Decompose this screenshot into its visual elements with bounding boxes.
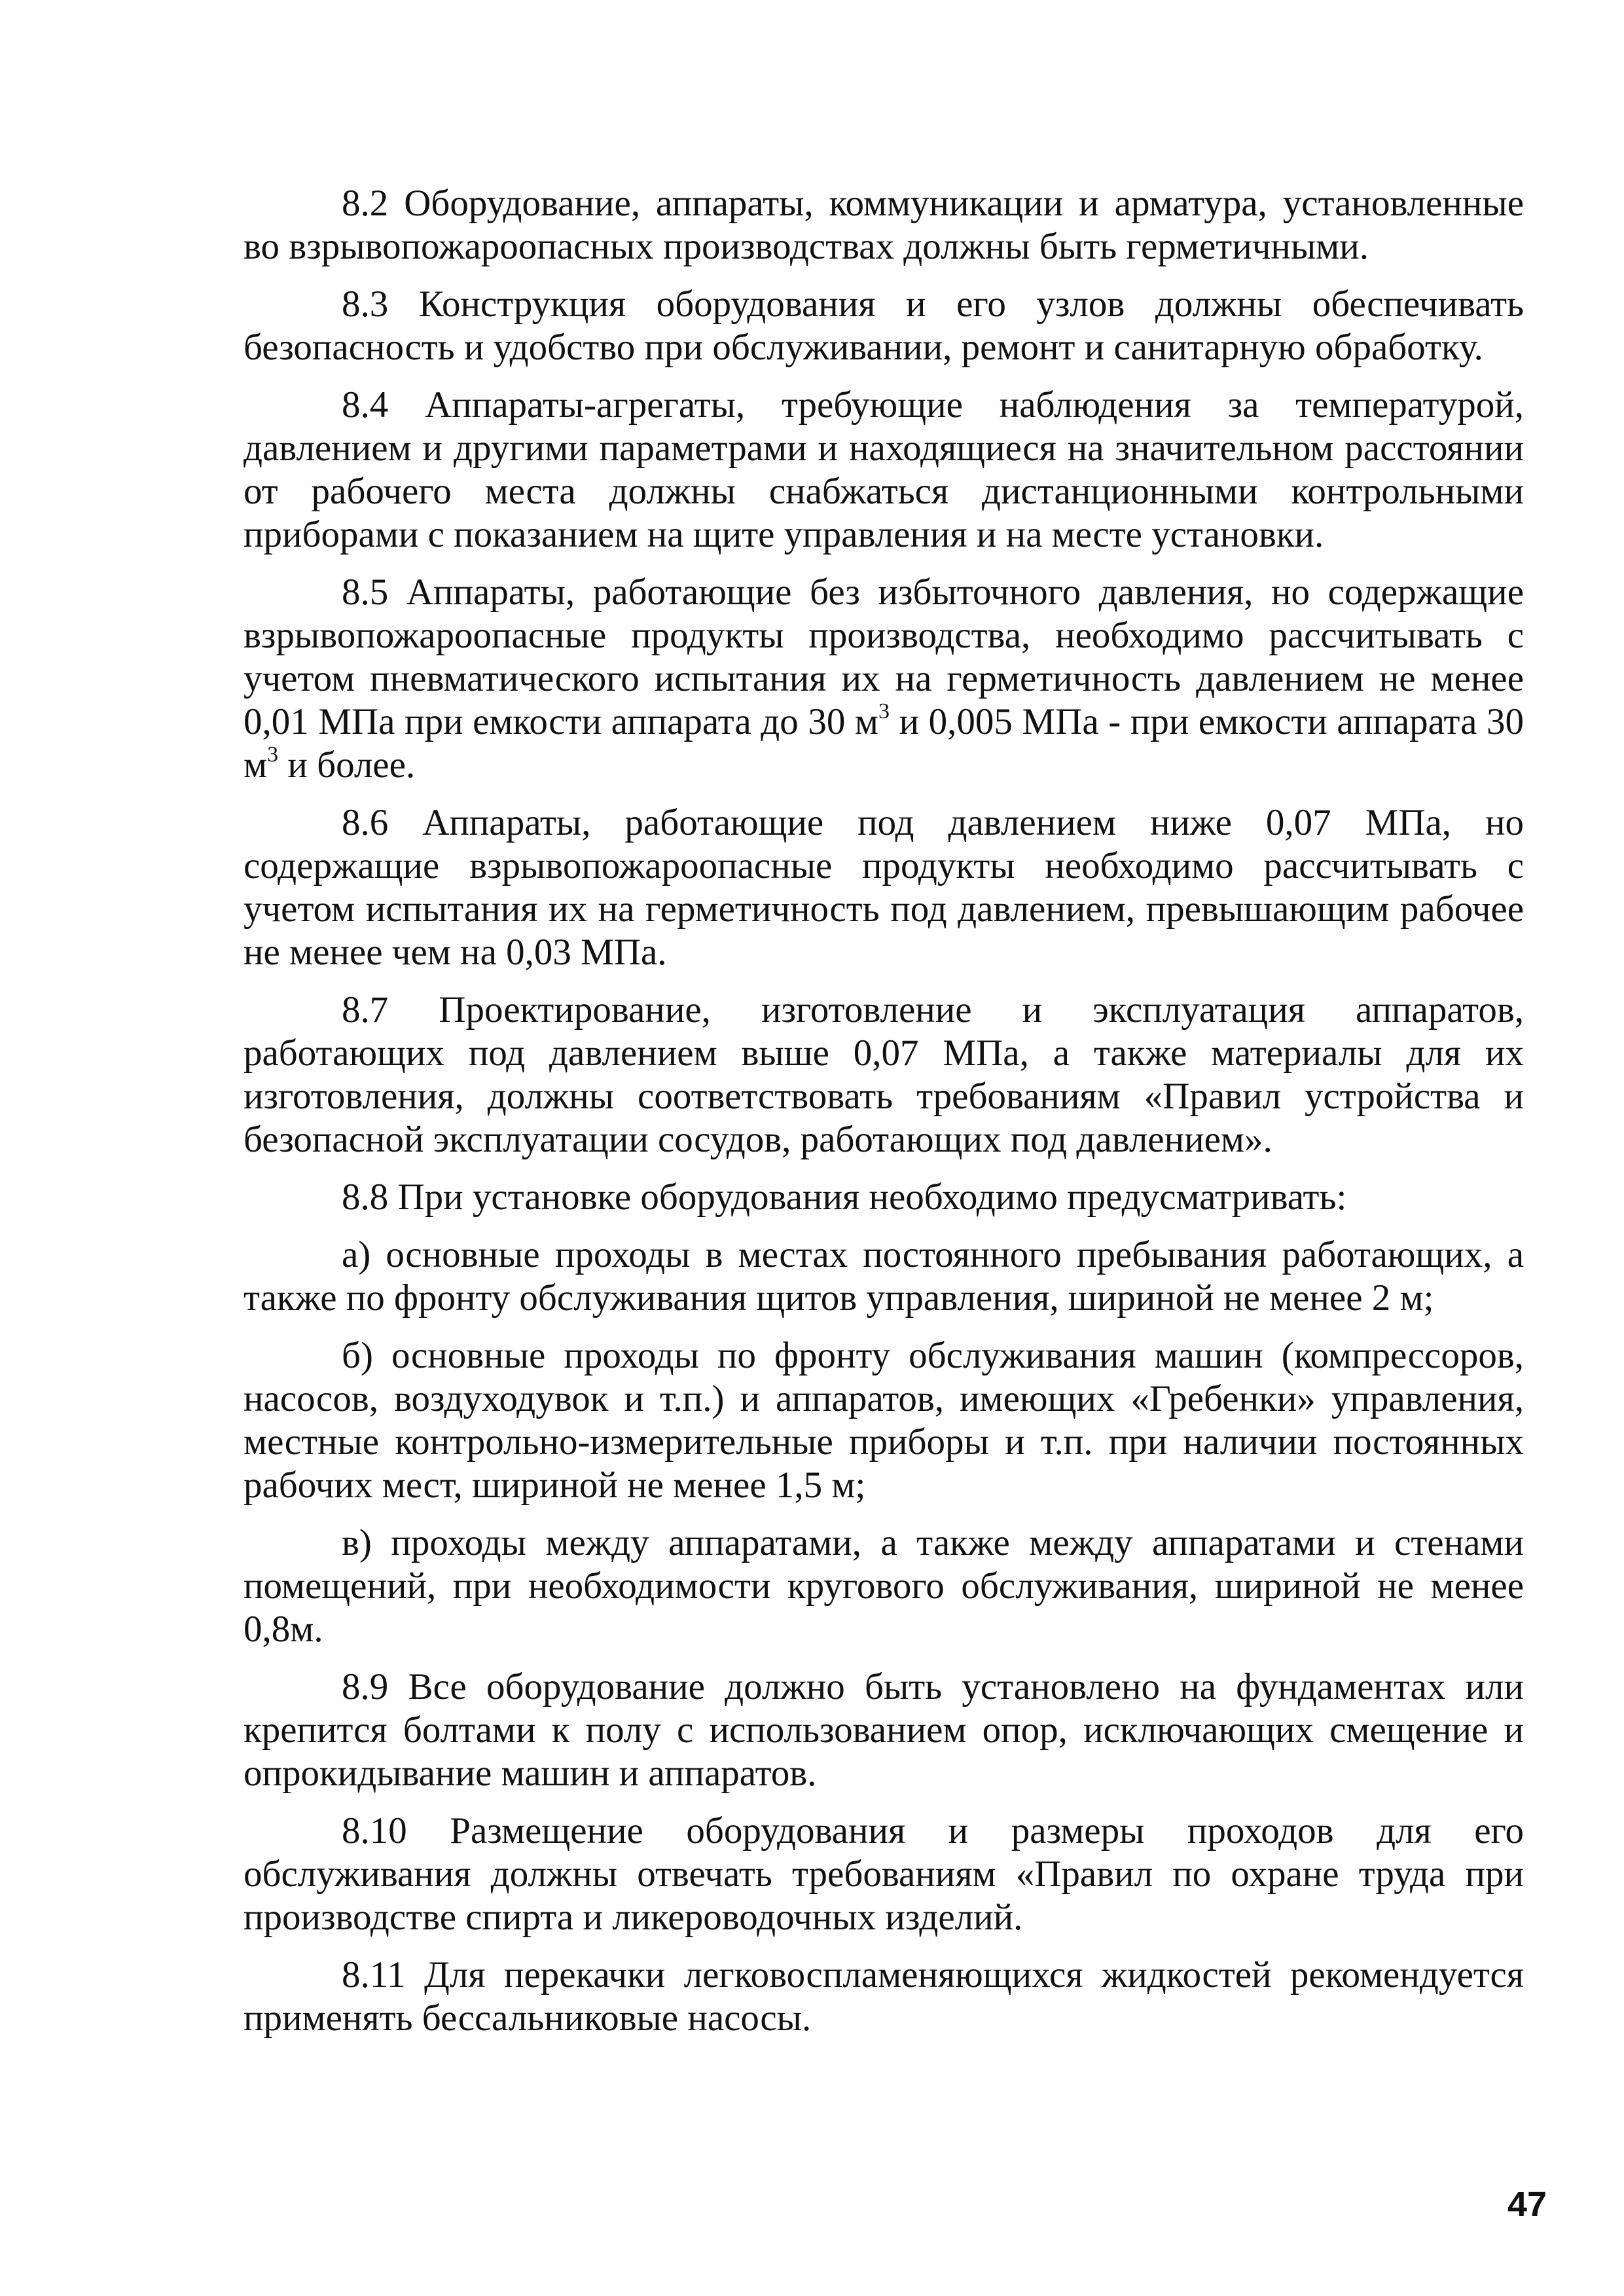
paragraph-8-5-part2: и 0,005 МПа - при емкости аппарата 30 м — [244, 701, 1524, 786]
paragraph-8-6: 8.6 Аппараты, работающие под давлением ниже 0,07 МПа, но содержащие взрывопожароопасные продукты необходимо рассчитывать с учетом испытания их на герметичность под давлением, превышающим рабочее не менее чем на 0,03 МПа. — [244, 802, 1524, 973]
superscript-cubic: 3 — [878, 699, 890, 723]
paragraph-8-10: 8.10 Размещение оборудования и размеры проходов для его обслуживания должны отвечать требованиям «Правил по охране труда при производстве спирта и ликероводочных изделий. — [244, 1810, 1524, 1938]
paragraph-8-3: 8.3 Конструкция оборудования и его узлов должны обеспечивать безопасность и удобство при обслуживании, ремонт и санитарную обработку. — [244, 283, 1524, 368]
document-body — [244, 182, 1524, 2054]
list-item-v: в) проходы между аппаратами, а также между аппаратами и стенами помещений, при необходимости кругового обслуживания, шириной не менее 0,8м. — [244, 1522, 1524, 1650]
paragraph-8-5-part3: и более. — [278, 744, 416, 786]
superscript-cubic: 3 — [267, 742, 279, 767]
paragraph-8-5-part1: 8.5 Аппараты, работающие без избыточного давления, но содержащие взрывопожароопасные продукты производства, необходимо рассчитывать с учетом пневматического испытания их на герметичность давлением не менее 0,01 МПа при емкости аппарата до 30 м — [244, 572, 1524, 742]
page-number: 47 — [1507, 2185, 1547, 2224]
paragraph-8-11: 8.11 Для перекачки легковоспламеняющихся жидкостей рекомендуется применять бессальниковые насосы. — [244, 1954, 1524, 2039]
paragraph-8-7: 8.7 Проектирование, изготовление и эксплуатация аппаратов, работающих под давлением выше 0,07 МПа, а также материалы для их изготовления, должны соответствовать требованиям «Правил устройства и безопасной эксплуатации сосудов, работающих под давлением». — [244, 989, 1524, 1160]
paragraph-8-5 — [244, 571, 1524, 787]
paragraph-8-2: 8.2 Оборудование, аппараты, коммуникации и арматура, установленные во взрывопожароопасных производствах должны быть герметичными. — [244, 183, 1524, 267]
paragraph-8-8: 8.8 При установке оборудования необходимо предусматривать: — [342, 1176, 1347, 1218]
list-item-b: б) основные проходы по фронту обслуживания машин (компрессоров, насосов, воздуходувок и т.п.) и аппаратов, имеющих «Гребенки» управления, местные контрольно-измерительные приборы и т.п. при наличии постоянных рабочих мест, шириной не менее 1,5 м; — [244, 1335, 1524, 1506]
list-item-a: а) основные проходы в местах постоянного пребывания работающих, а также по фронту обслуживания щитов управления, шириной не менее 2 м; — [244, 1234, 1524, 1319]
paragraph-8-4: 8.4 Аппараты-агрегаты, требующие наблюдения за температурой, давлением и другими параметрами и находящиеся на значительном расстоянии от рабочего места должны снабжаться дистанционными контрольными приборами с показанием на щите управления и на месте установки. — [244, 384, 1524, 555]
paragraph-8-9: 8.9 Все оборудование должно быть установлено на фундаментах или крепится болтами к полу с использованием опор, исключающих смещение и опрокидывание машин и аппаратов. — [244, 1666, 1524, 1794]
